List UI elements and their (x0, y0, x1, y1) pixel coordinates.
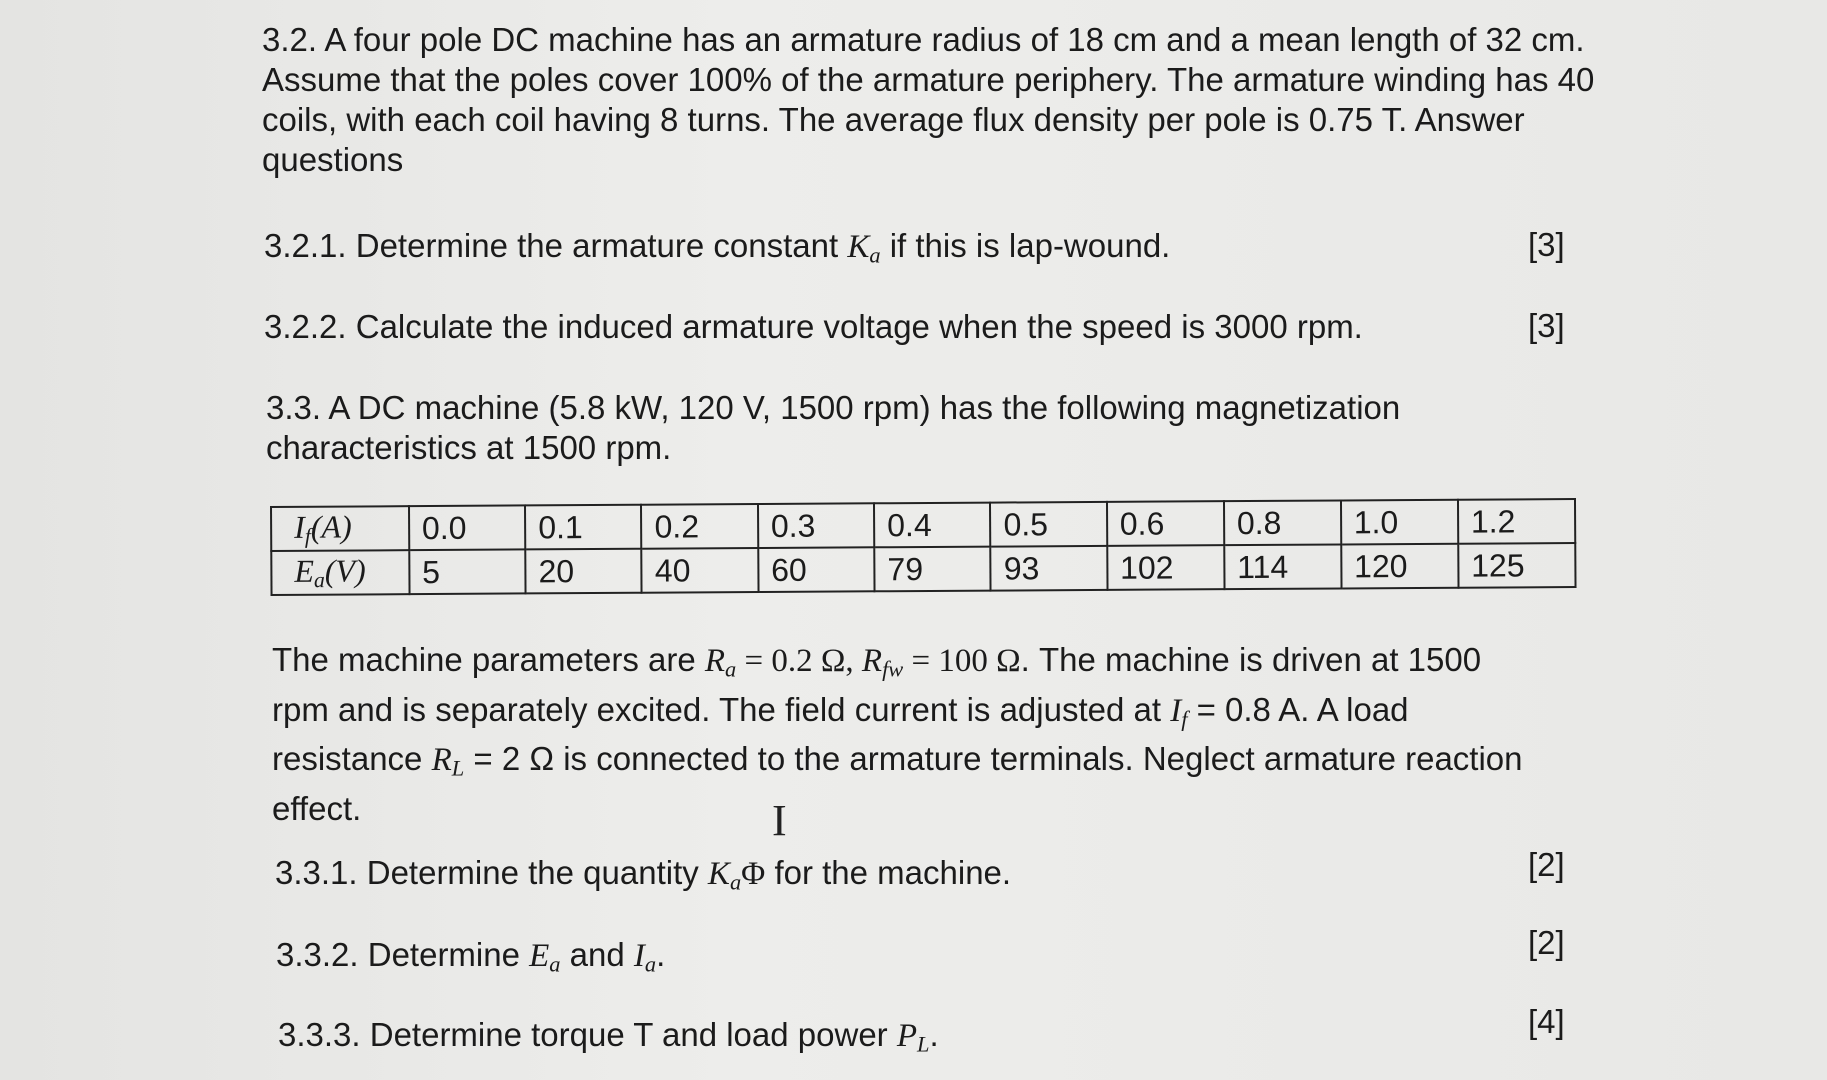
question-3-2-intro: 3.2. A four pole DC machine has an armature radius of 18 cm and a mean length of 32 cm. Assume that the poles cover 100% of the armature periphery. The armature winding has 40 coils, with each coil having 8 turns. The average flux density per pole is 0.75 T. Answer questions (262, 21, 1595, 178)
table-row-label-ea: $E_a(V)$ (271, 550, 409, 595)
table-cell: 125 (1458, 543, 1575, 588)
table-cell: 0.8 (1224, 500, 1341, 545)
table-cell: 0.5 (990, 502, 1107, 547)
table-cell: 5 (409, 549, 526, 594)
table-cell: 0.6 (1107, 501, 1224, 546)
table-cell: 40 (642, 548, 759, 593)
table-cell: 0.3 (758, 503, 875, 548)
table-row (271, 543, 1575, 595)
table-cell: 0.0 (409, 505, 526, 550)
table-row (271, 499, 1575, 551)
question-3-3-2: 3.3.2. Determine $E_a$ and $I_a$. (276, 936, 666, 977)
table-cell: 1.2 (1458, 499, 1575, 544)
table-cell: 1.0 (1341, 500, 1458, 545)
machine-parameters: The machine parameters are $R_a = 0.2$ Ω, $R_{fw} = 100$ Ω. The machine is driven at 1500 rpm and is separately excited. The field current is adjusted at $I_f = 0.8$ A. A load resistance $R_L = 2$ Ω is connected to the armature terminals. Neglect armature reaction effect. (272, 641, 1523, 827)
marks-3-2-1: [3] (1528, 226, 1565, 263)
question-3-3-intro: 3.3. A DC machine (5.8 kW, 120 V, 1500 rpm) has the following magnetization characteristics at 1500 rpm. (266, 389, 1401, 466)
table-cell: 0.1 (525, 505, 642, 550)
table-cell: 60 (758, 547, 875, 592)
text-cursor-icon: I (772, 796, 787, 845)
table-cell: 120 (1341, 544, 1458, 589)
table-cell: 114 (1224, 544, 1341, 589)
table-cell: 0.4 (874, 503, 991, 548)
marks-3-3-2: [2] (1528, 924, 1565, 961)
table-cell: 102 (1107, 545, 1224, 590)
table-cell: 0.2 (641, 504, 758, 549)
marks-3-2-2: [3] (1528, 307, 1565, 344)
question-3-3-1: 3.3.1. Determine the quantity $K_a\Phi$ for the machine. (275, 854, 1012, 895)
question-3-3-3: 3.3.3. Determine torque T and load power $P_L$. (278, 1016, 939, 1057)
question-3-2-2: 3.2.2. Calculate the induced armature voltage when the speed is 3000 rpm. (264, 308, 1363, 345)
table-cell: 79 (874, 547, 991, 592)
marks-3-3-1: [2] (1528, 846, 1565, 883)
magnetization-table (270, 498, 1577, 596)
question-3-2-1: 3.2.1. Determine the armature constant $K_a$ if this is lap-wound. (264, 227, 1171, 268)
table-cell: 93 (991, 546, 1108, 591)
table-cell: 20 (525, 549, 642, 594)
marks-3-3-3: [4] (1528, 1003, 1565, 1040)
table-row-label-if: $I_f(A)$ (271, 506, 409, 551)
